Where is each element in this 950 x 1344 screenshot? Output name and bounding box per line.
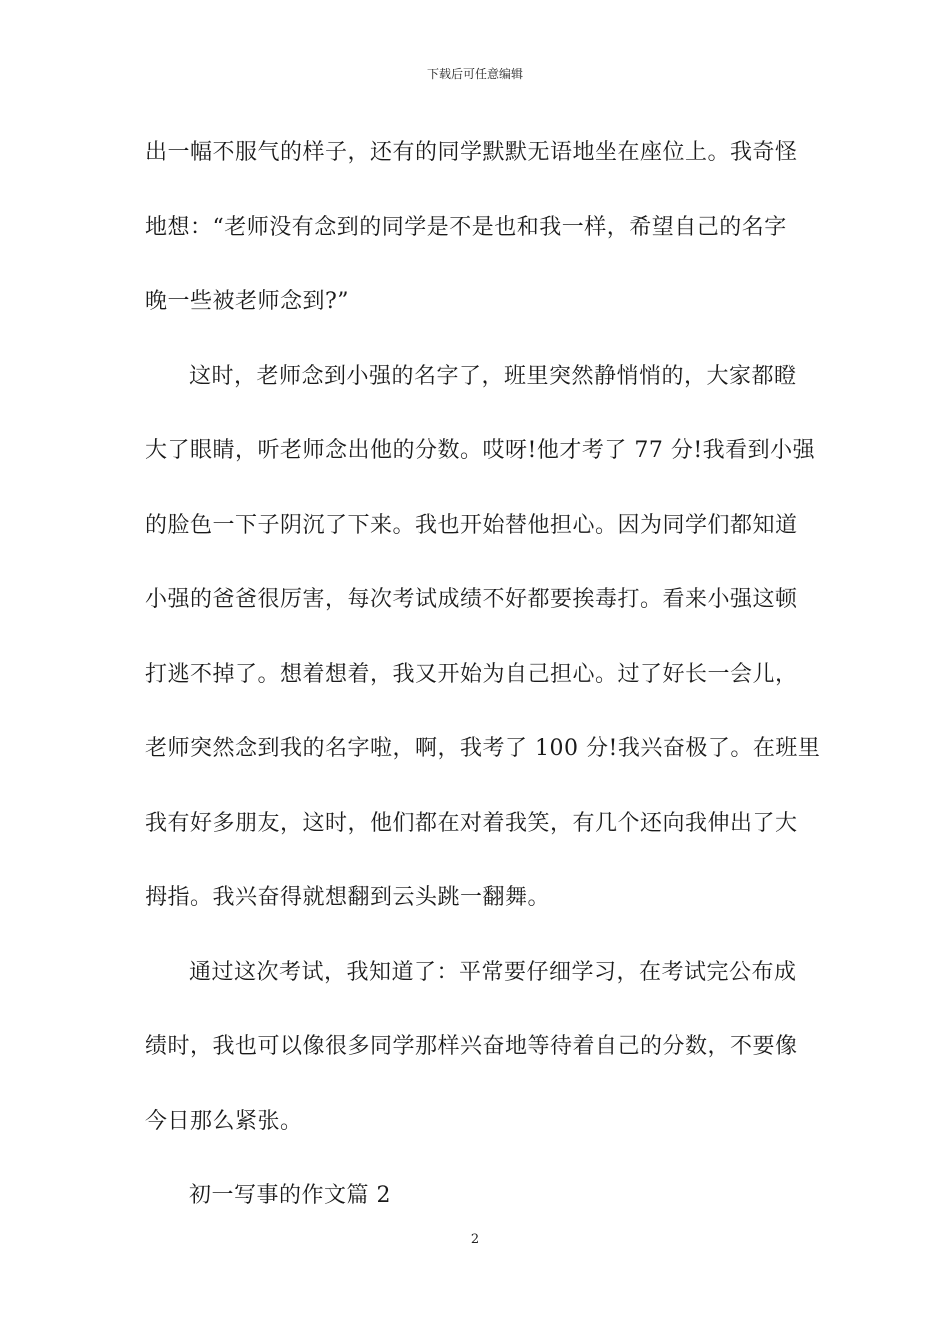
text-line: 老师突然念到我的名字啦，啊，我考了 100 分!我兴奋极了。在班里 bbox=[145, 736, 821, 761]
text-line: 打逃不掉了。想着想着，我又开始为自己担心。过了好长一会儿， bbox=[145, 661, 798, 687]
text-line: 我有好多朋友，这时，他们都在对着我笑，有几个还向我伸出了大 bbox=[145, 810, 798, 836]
text-line: 拇指。我兴奋得就想翻到云头跳一翻舞。 bbox=[145, 885, 551, 910]
paragraph-start-line: 通过这次考试，我知道了：平常要仔细学习，在考试完公布成 bbox=[189, 959, 797, 985]
section-heading: 初一写事的作文篇 2 bbox=[189, 1183, 391, 1208]
page-header: 下载后可任意编辑 bbox=[426, 67, 523, 81]
page-number: 2 bbox=[470, 1232, 480, 1247]
text-line: 大了眼睛，听老师念出他的分数。哎呀!他才考了 77 分!我看到小强 bbox=[145, 438, 816, 463]
text-line: 地想：“老师没有念到的同学是不是也和我一样，希望自己的名字 bbox=[145, 214, 787, 240]
text-line: 出一幅不服气的样子，还有的同学默默无语地坐在座位上。我奇怪 bbox=[145, 140, 798, 165]
text-line: 的脸色一下子阴沉了下来。我也开始替他担心。因为同学们都知道 bbox=[145, 512, 798, 538]
text-line: 小强的爸爸很厉害，每次考试成绩不好都要挨毒打。看来小强这顿 bbox=[145, 587, 798, 612]
text-line: 今日那么紧张。 bbox=[145, 1108, 303, 1134]
text-line: 绩时，我也可以像很多同学那样兴奋地等待着自己的分数，不要像 bbox=[145, 1034, 798, 1059]
paragraph-start-line: 这时，老师念到小强的名字了，班里突然静悄悄的，大家都瞪 bbox=[189, 363, 797, 389]
document-body bbox=[145, 116, 821, 1234]
text-line: 晚一些被老师念到?” bbox=[145, 289, 350, 314]
